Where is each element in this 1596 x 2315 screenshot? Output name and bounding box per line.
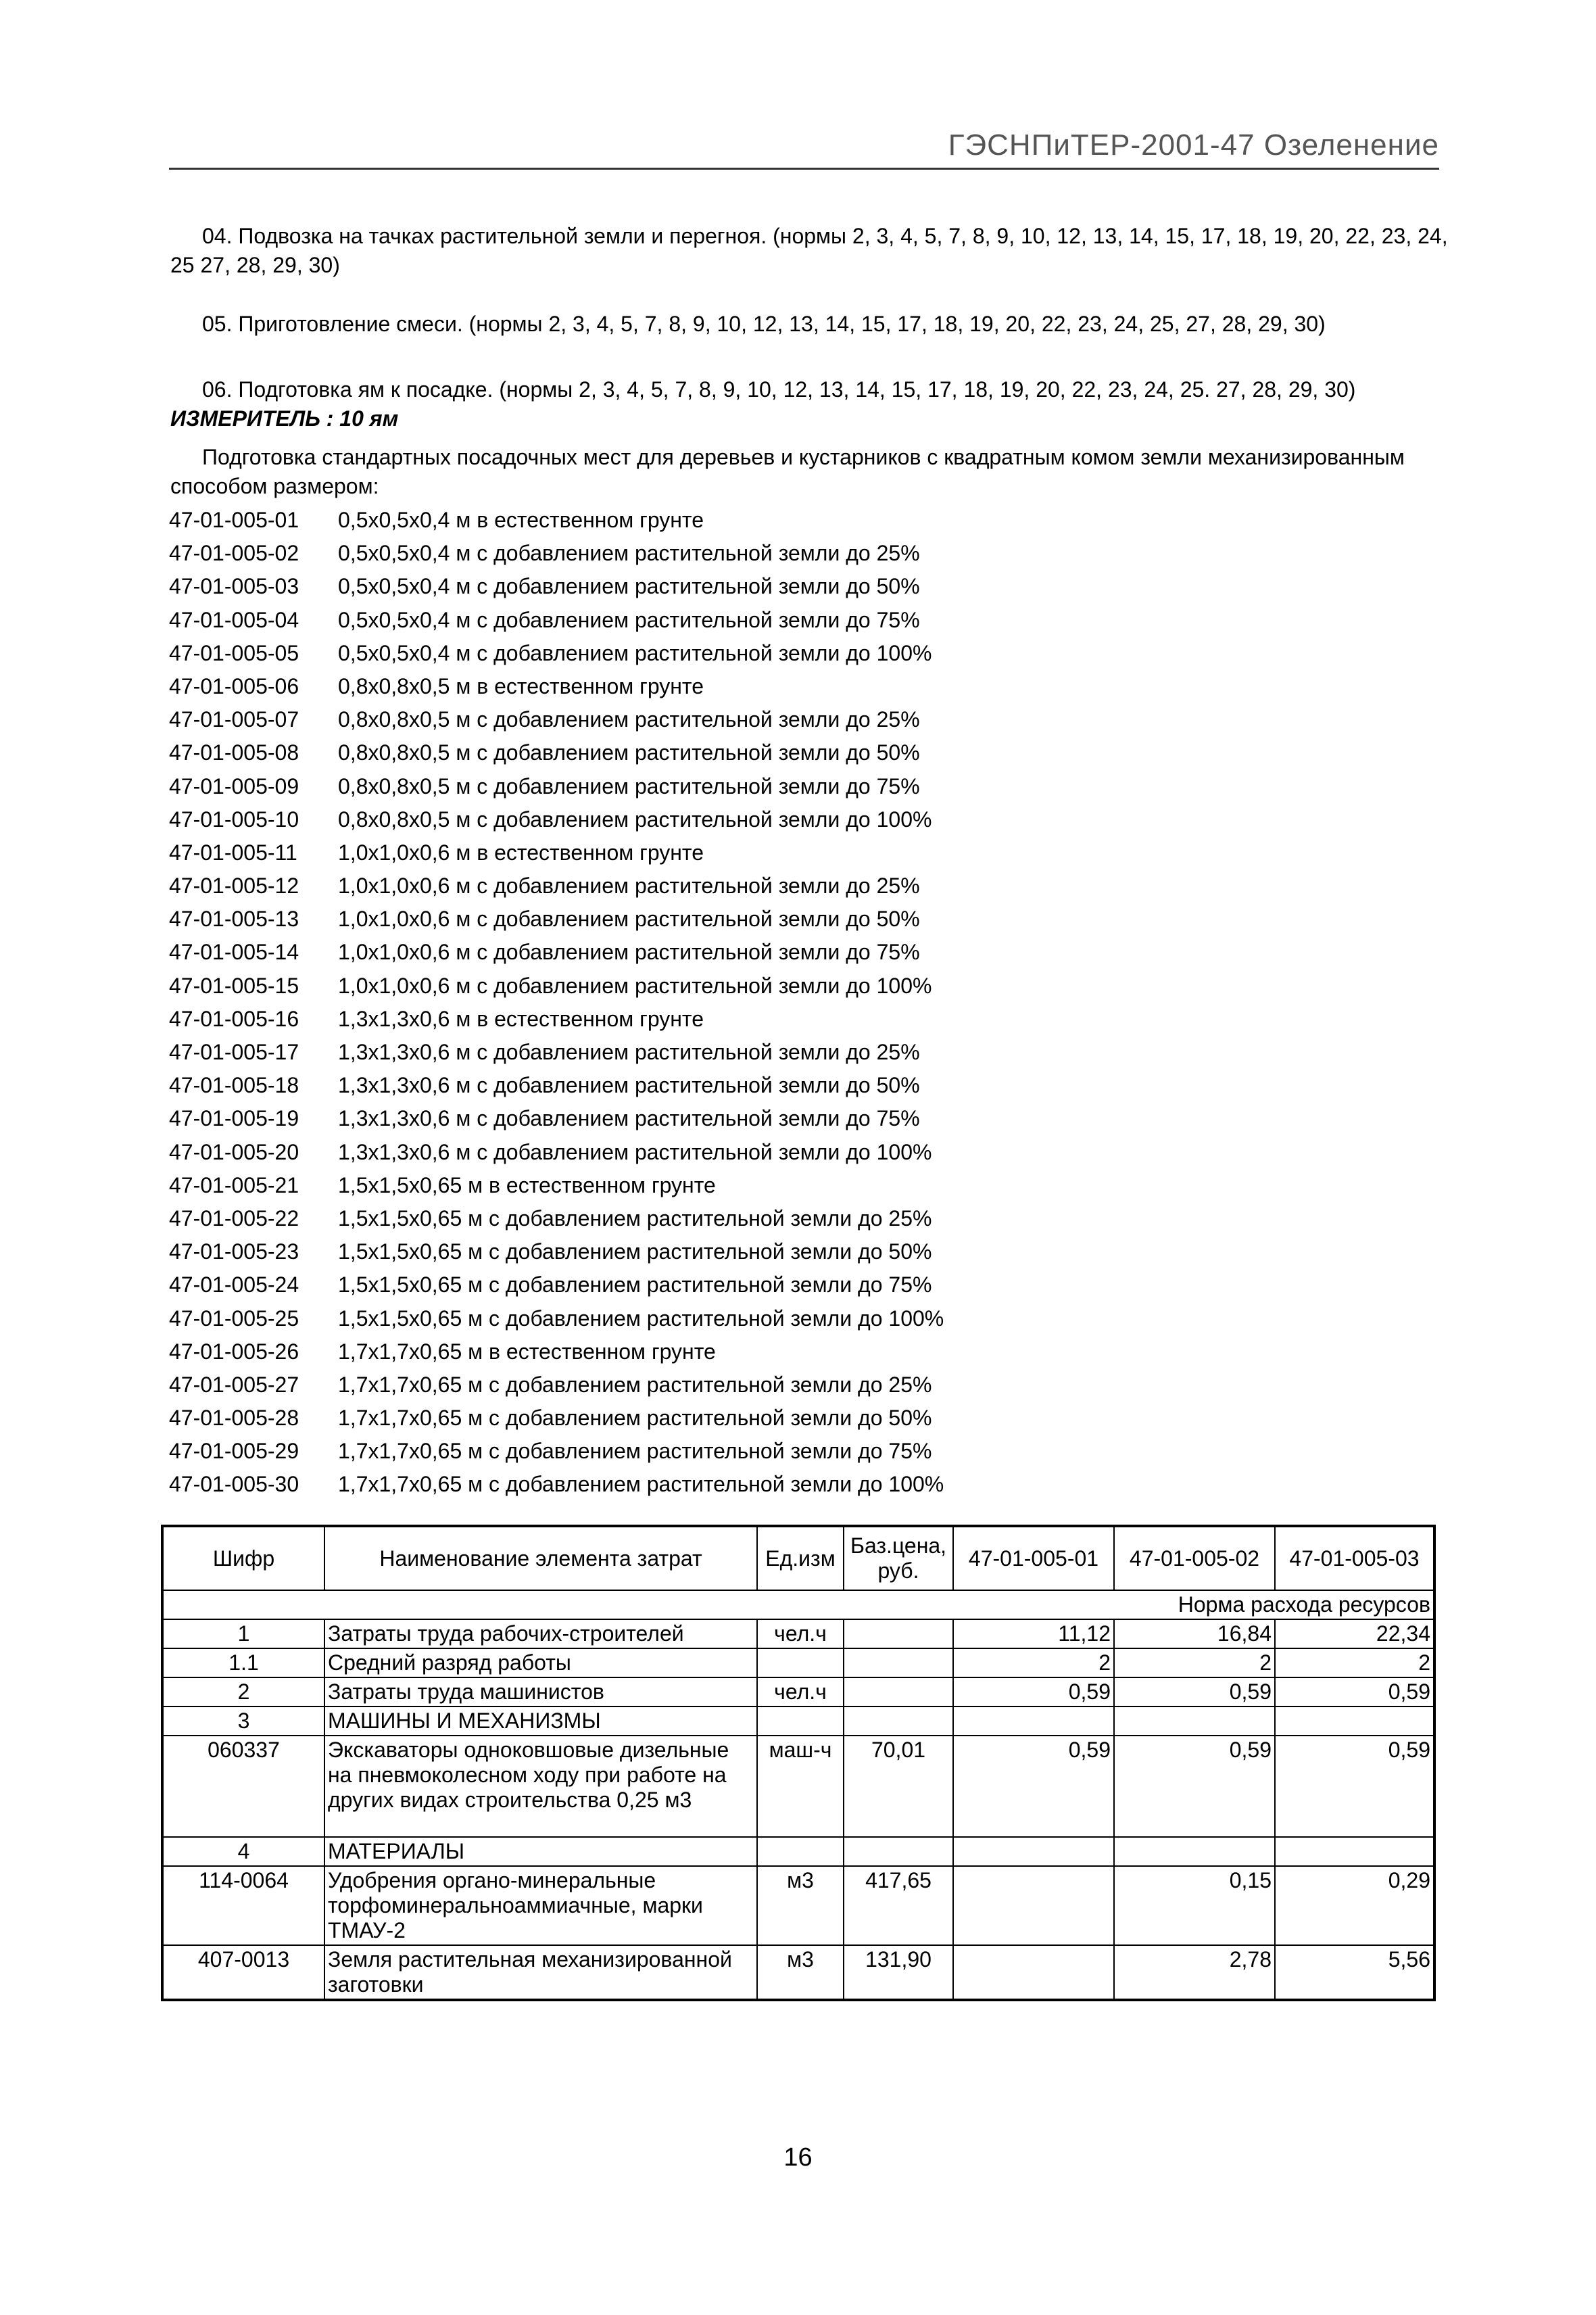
cell-norm-02: 0,59 [1114,1736,1275,1837]
cell-norm-03: 22,34 [1275,1619,1434,1648]
list-item [169,1003,944,1036]
cell-norm-02: 0,59 [1114,1677,1275,1707]
cell-code: 060337 [162,1736,324,1837]
norm-description: 1,5x1,5x0,65 м с добавлением растительной земли до 50% [338,1239,932,1264]
norm-description: 0,8x0,8x0,5 м с добавлением растительной земли до 25% [338,707,920,732]
cell-price [844,1648,953,1677]
norm-description: 0,5x0,5x0,4 м с добавлением растительной земли до 100% [338,640,932,665]
header-rule [169,168,1439,170]
cell-unit: чел.ч [757,1619,844,1648]
header-code: Шифр [162,1526,324,1590]
header-base-price: Баз.цена, руб. [844,1526,953,1590]
list-item [169,604,944,637]
norm-code: 47-01-005-11 [169,840,297,865]
norm-description: 1,5x1,5x0,65 м в естественном грунте [338,1172,716,1197]
norm-code: 47-01-005-29 [169,1439,299,1464]
norm-code: 47-01-005-24 [169,1272,299,1297]
intro-line-1: Подготовка стандартных посадочных мест для деревьев и кустарников с квадратным комом земли механизированным [202,445,1405,469]
table-row [162,1945,1434,2000]
table-row [162,1648,1434,1677]
norm-description: 1,3x1,3x0,6 м с добавлением растительной земли до 100% [338,1139,932,1164]
list-item [169,736,944,769]
cell-code: 4 [162,1837,324,1866]
section-06 [170,375,1448,433]
norm-code: 47-01-005-06 [169,673,299,698]
norm-code: 47-01-005-17 [169,1040,299,1064]
page-number: 16 [783,2143,813,2172]
norm-code: 47-01-005-15 [169,973,299,998]
norm-code: 47-01-005-07 [169,707,299,732]
norm-description: 1,7x1,7x0,65 м с добавлением растительной земли до 100% [338,1472,944,1497]
norm-description: 1,3x1,3x0,6 м с добавлением растительной земли до 75% [338,1106,920,1131]
cell-name: Земля растительная механизированной заготовки [324,1945,757,2000]
cell-name: МАШИНЫ И МЕХАНИЗМЫ [324,1707,757,1736]
header-unit: Ед.изм [757,1526,844,1590]
norm-code: 47-01-005-22 [169,1206,299,1231]
norm-code: 47-01-005-10 [169,807,299,832]
cell-norm-01: 0,59 [953,1677,1114,1707]
norm-description: 1,0x1,0x0,6 м с добавлением растительной земли до 50% [338,907,920,932]
norm-description: 1,0x1,0x0,6 м с добавлением растительной земли до 75% [338,940,920,965]
norm-description: 1,7x1,7x0,65 м в естественном грунте [338,1339,716,1364]
norm-label: Норма расхода ресурсов [162,1590,1434,1619]
norm-description: 1,3x1,3x0,6 м с добавлением растительной земли до 50% [338,1073,920,1098]
table-row [162,1736,1434,1837]
cell-norm-02: 0,15 [1114,1866,1275,1945]
cell-norm-03: 0,29 [1275,1866,1434,1945]
cell-norm-03: 2 [1275,1648,1434,1677]
cell-norm-02: 16,84 [1114,1619,1275,1648]
norm-description: 1,7x1,7x0,65 м с добавлением растительной земли до 75% [338,1439,932,1464]
cell-norm-02: 2 [1114,1648,1275,1677]
norm-description: 1,7x1,7x0,65 м с добавлением растительной земли до 50% [338,1406,932,1431]
list-item [169,1102,944,1135]
list-item [169,1169,944,1202]
norm-description: 1,3x1,3x0,6 м с добавлением растительной земли до 25% [338,1040,920,1064]
cell-code: 1 [162,1619,324,1648]
norm-description: 0,8x0,8x0,5 м в естественном грунте [338,673,704,698]
norm-description: 1,5x1,5x0,65 м с добавлением растительной земли до 100% [338,1306,944,1331]
norm-code: 47-01-005-01 [169,508,299,532]
cell-unit [757,1648,844,1677]
cell-unit: м3 [757,1945,844,2000]
cell-norm-01 [953,1866,1114,1945]
list-item [169,970,944,1003]
cell-code: 1.1 [162,1648,324,1677]
measure-unit: ИЗМЕРИТЕЛЬ : 10 ям [170,406,399,431]
section-05-line: 05. Приготовление смеси. (нормы 2, 3, 4, 5, 7, 8, 9, 10, 12, 13, 14, 15, 17, 18, 19, 20, 22, 23, 24, 25, 27, 28, 29, 30) [202,312,1326,336]
list-item [169,1136,944,1169]
norm-description: 0,5x0,5x0,4 м с добавлением растительной земли до 25% [338,541,920,566]
norm-code: 47-01-005-20 [169,1139,299,1164]
norm-description: 0,8x0,8x0,5 м с добавлением растительной земли до 50% [338,740,920,765]
list-item [169,670,944,703]
table-row [162,1866,1434,1945]
list-item [169,1036,944,1069]
list-item [169,803,944,836]
norm-code: 47-01-005-21 [169,1172,299,1197]
cell-unit: маш-ч [757,1736,844,1837]
table-row [162,1677,1434,1707]
cell-name: Затраты труда машинистов [324,1677,757,1707]
table-row [162,1619,1434,1648]
list-item [169,1468,944,1501]
norm-code-list [169,504,944,1502]
list-item [169,1335,944,1368]
cell-code: 114-0064 [162,1866,324,1945]
section-06-line: 06. Подготовка ям к посадке. (нормы 2, 3, 4, 5, 7, 8, 9, 10, 12, 13, 14, 15, 17, 18, 19, 20, 22, 23, 24, 25. 27, 28, 29, 30) [202,377,1356,402]
cell-norm-01 [953,1945,1114,2000]
norm-code: 47-01-005-04 [169,607,299,632]
norm-description: 0,5x0,5x0,4 м с добавлением растительной земли до 50% [338,574,920,599]
list-item [169,869,944,903]
norm-description: 1,7x1,7x0,65 м с добавлением растительной земли до 25% [338,1372,932,1397]
cell-name: Экскаваторы одноковшовые дизельные на пневмоколесном ходу при работе на других видах строительства 0,25 м3 [324,1736,757,1837]
norm-code: 47-01-005-02 [169,541,299,566]
header-norm-01: 47-01-005-01 [953,1526,1114,1590]
list-item [169,1402,944,1435]
norm-description: 1,3x1,3x0,6 м в естественном грунте [338,1006,704,1031]
list-item [169,537,944,570]
norm-code: 47-01-005-12 [169,874,299,899]
norm-description: 1,5x1,5x0,65 м с добавлением растительной земли до 25% [338,1206,932,1231]
cell-code: 2 [162,1677,324,1707]
norm-description: 0,8x0,8x0,5 м с добавлением растительной земли до 100% [338,807,932,832]
norm-description: 0,8x0,8x0,5 м с добавлением растительной земли до 75% [338,773,920,798]
list-item [169,1302,944,1335]
cell-code: 407-0013 [162,1945,324,2000]
cell-norm-02: 2,78 [1114,1945,1275,2000]
cell-price: 70,01 [844,1736,953,1837]
list-item [169,637,944,670]
cell-norm-03: 0,59 [1275,1677,1434,1707]
document-header-title: ГЭСНПиТЕР-2001-47 Озеленение [948,128,1439,162]
norm-description: 1,0x1,0x0,6 м в естественном грунте [338,840,704,865]
section-05 [170,310,1448,339]
intro-line-2: способом размером: [170,474,379,498]
norm-code: 47-01-005-19 [169,1106,299,1131]
cell-norm-01: 0,59 [953,1736,1114,1837]
norm-code: 47-01-005-03 [169,574,299,599]
norm-description: 1,5x1,5x0,65 м с добавлением растительной земли до 75% [338,1272,932,1297]
cell-norm-01: 11,12 [953,1619,1114,1648]
list-item [169,1235,944,1268]
list-item [169,1069,944,1102]
section-04-line-2: 25 27, 28, 29, 30) [170,253,340,277]
norm-code: 47-01-005-18 [169,1073,299,1098]
cell-code: 3 [162,1707,324,1736]
norm-code: 47-01-005-14 [169,940,299,965]
cell-price: 417,65 [844,1866,953,1945]
cell-name: Затраты труда рабочих-строителей [324,1619,757,1648]
list-item [169,903,944,936]
cell-price [844,1619,953,1648]
list-item [169,770,944,803]
list-item [169,1435,944,1468]
header-name: Наименование элемента затрат [324,1526,757,1590]
section-04-line-1: 04. Подвозка на тачках растительной земли и перегноя. (нормы 2, 3, 4, 5, 7, 8, 9, 10, 12, 13, 14, 15, 17, 18, 19, 20, 22, 23, 24, [202,224,1448,248]
cell-unit: м3 [757,1866,844,1945]
cell-norm-03: 0,59 [1275,1736,1434,1837]
norm-code: 47-01-005-05 [169,640,299,665]
cell-name: Удобрения органо-минеральные торфоминеральноаммиачные, марки ТМАУ-2 [324,1866,757,1945]
list-item [169,504,944,537]
norm-code: 47-01-005-26 [169,1339,299,1364]
header-norm-02: 47-01-005-02 [1114,1526,1275,1590]
norm-code: 47-01-005-09 [169,773,299,798]
list-item [169,836,944,869]
cell-price [844,1677,953,1707]
norm-code: 47-01-005-23 [169,1239,299,1264]
norm-code: 47-01-005-08 [169,740,299,765]
list-item [169,703,944,736]
cell-name: Средний разряд работы [324,1648,757,1677]
norm-code: 47-01-005-13 [169,907,299,932]
norm-description: 0,5x0,5x0,4 м в естественном грунте [338,508,704,532]
list-item [169,936,944,969]
list-item [169,570,944,603]
table-header-row [162,1526,1434,1590]
header-norm-03: 47-01-005-03 [1275,1526,1434,1590]
section-row-materials [162,1837,1434,1866]
list-item [169,1368,944,1402]
cell-unit: чел.ч [757,1677,844,1707]
cell-norm-01: 2 [953,1648,1114,1677]
list-item [169,1268,944,1302]
norm-code: 47-01-005-27 [169,1372,299,1397]
norm-code: 47-01-005-30 [169,1472,299,1497]
norm-description: 1,0x1,0x0,6 м с добавлением растительной земли до 25% [338,874,920,899]
norm-label-row [162,1590,1434,1619]
cell-norm-03: 5,56 [1275,1945,1434,2000]
cost-table [161,1525,1436,2001]
norm-code: 47-01-005-16 [169,1006,299,1031]
norm-description: 0,5x0,5x0,4 м с добавлением растительной земли до 75% [338,607,920,632]
norm-code: 47-01-005-25 [169,1306,299,1331]
norm-code: 47-01-005-28 [169,1406,299,1431]
cell-price: 131,90 [844,1945,953,2000]
intro-paragraph [170,443,1448,501]
cell-name: МАТЕРИАЛЫ [324,1837,757,1866]
norm-description: 1,0x1,0x0,6 м с добавлением растительной земли до 100% [338,973,932,998]
list-item [169,1202,944,1235]
section-row-machines [162,1707,1434,1736]
section-04 [170,222,1448,280]
